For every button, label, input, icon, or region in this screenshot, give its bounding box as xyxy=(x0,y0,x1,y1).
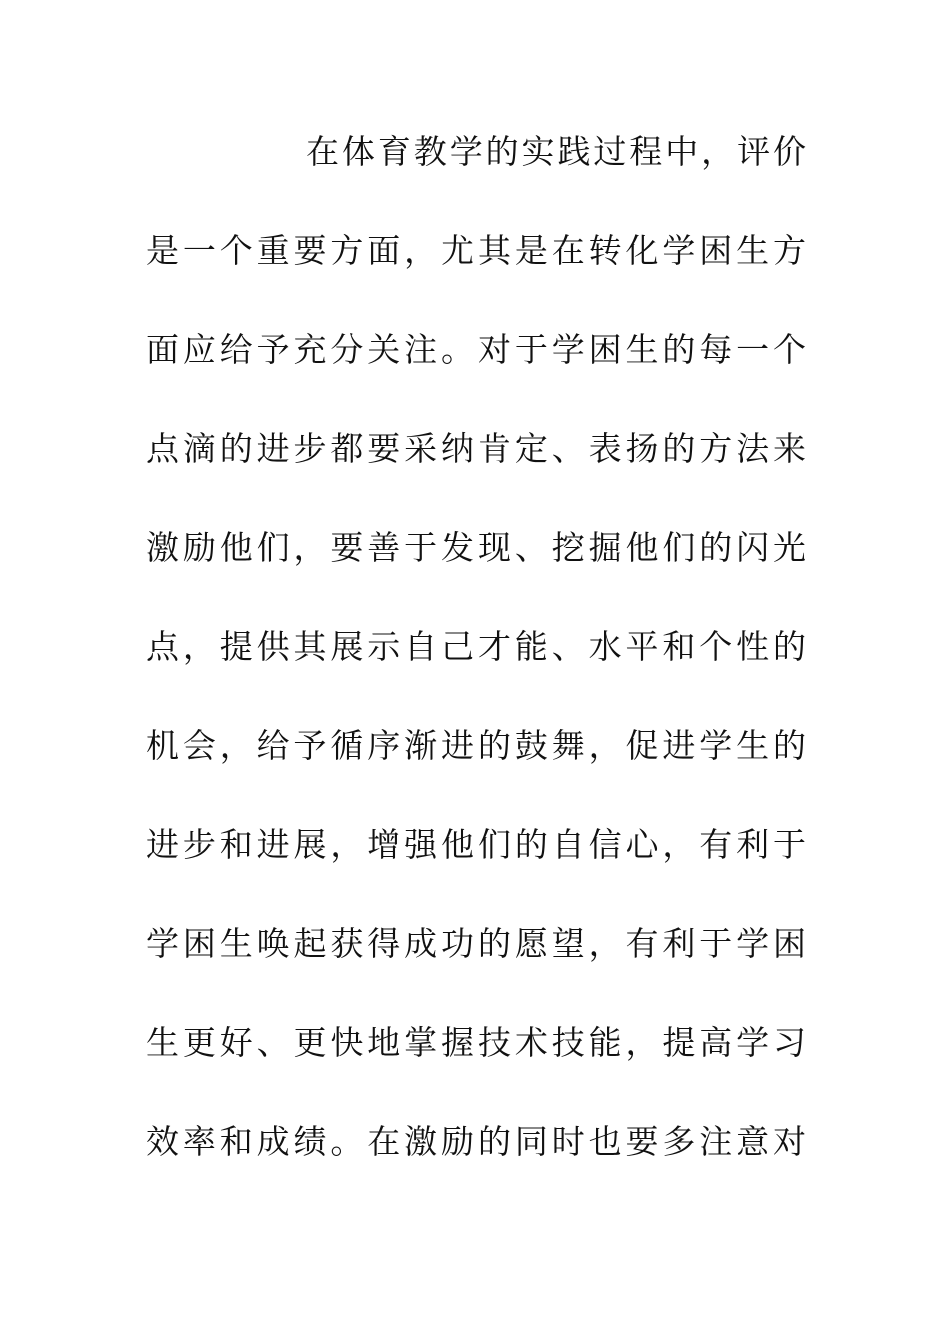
paragraph-line-5: 激励他们，要善于发现、挖掘他们的闪光 xyxy=(146,528,806,567)
paragraph-line-7: 机会，给予循序渐进的鼓舞，促进学生的 xyxy=(146,726,806,765)
paragraph-line-3: 面应给予充分关注。对于学困生的每一个 xyxy=(146,330,806,369)
paragraph-line-11: 效率和成绩。在激励的同时也要多注意对 xyxy=(146,1122,806,1161)
paragraph-line-8: 进步和进展，增强他们的自信心，有利于 xyxy=(146,825,806,864)
paragraph-line-9: 学困生唤起获得成功的愿望，有利于学困 xyxy=(146,924,806,963)
paragraph-line-10: 生更好、更快地掌握技术技能，提高学习 xyxy=(146,1023,806,1062)
paragraph-line-2: 是一个重要方面，尤其是在转化学困生方 xyxy=(146,231,806,270)
paragraph-line-4: 点滴的进步都要采纳肯定、表扬的方法来 xyxy=(146,429,806,468)
paragraph-line-6: 点，提供其展示自己才能、水平和个性的 xyxy=(146,627,806,666)
paragraph-line-1: 在体育教学的实践过程中，评价 xyxy=(306,132,806,171)
